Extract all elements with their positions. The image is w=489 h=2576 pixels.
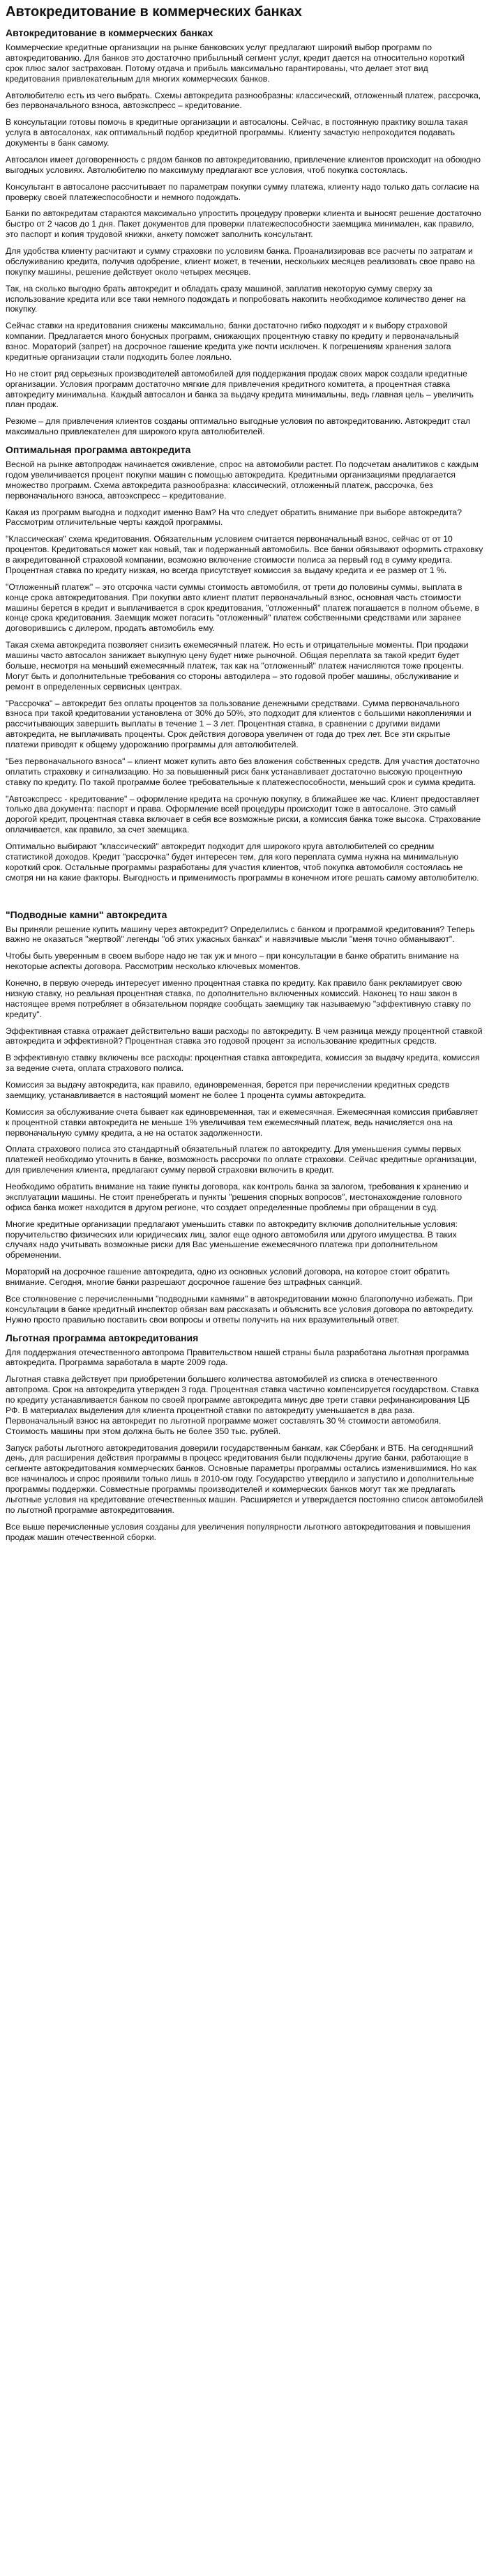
paragraph: "Отложенный платеж" – это отсрочка части суммы стоимость автомобиля, от трети до половины суммы, выплата в конце срока автокредитования. При покупки авто клиент платит первоначальный взнос, основная часть стоимости машины берется в кредит и выплачивается в срок кредитования, "отложенный" платеж погашается в полном объеме, в конце срока кредитования. Заемщик может погасить "отложенный" платеж собственными средствами или заранее договорившись с дилером, продать автомобиль ему. — [6, 581, 479, 634]
paragraph: Резюме – для привлечения клиентов созданы оптимально выгодные условия по автокредитованию. Автокредит стал максимально привлекателен для широкого круга автолюбителей. — [6, 416, 471, 437]
paragraph: Комиссия за обслуживание счета бывает как единовременная, так и ежемесячная. Ежемесячная комиссия прибавляет к процентной ставки автокредита не меньше 1% увеличивая тем ежемесячный платеж, ведь начисляется она на первоначальную сумму кредита, а не на остаток задолженности. — [6, 1106, 479, 1138]
paragraph: Для удобства клиенту расчитают и сумму страховки по условиям банка. Проанализировав все расчеты по затратам и обслуживанию кредита, получив одобрение, клиент может, в течении, нескольких месяцев реализовать свое право на покупку машины, решение действует около четырех месяцев. — [6, 246, 475, 277]
paragraph: Коммерческие кредитные организации на рынке банковских услуг предлагают широкий выбор программ по автокредитованию. Для банков это достаточно прибыльный сегмент услуг, кредит дается на относительно короткий срок плюс залог застрахован. Потому отдача и прибыль максимально гарантированы, что делает этот вид кредитования привлекательным для многих коммерческих банков. — [6, 43, 465, 84]
paragraph: Консультант в автосалоне рассчитывает по параметрам покупки сумму платежа, клиенту надо только дать согласие на проверку своей платежеспособности и немного подождать. — [6, 181, 479, 202]
article — [6, 4, 483, 1542]
paragraph: Сейчас ставки на кредитования снижены максимально, банки достаточно гибко подходят и к выбору страховой компании. Предлагается много бонусных программ, снижающих процентную ставку по кредиту и первоначальный взнос. Мораторий (запрет) на досрочное гашение кредита уже почти исключен. К погрешениям хранения залога кредитные организации стали подходить более лояльно. — [6, 321, 459, 362]
page-title: Автокредитование в коммерческих банках — [6, 4, 302, 20]
paragraph: Такая схема автокредита позволяет снизить ежемесячный платеж. Но есть и отрицательные моменты. При продажи машины часто автосалон занижает выкупную цену будет ниже рыночной. Общая переплата за такой кредит будет больше, несмотря на меньший ежемесячный платеж, так как на "отложенный" платеж начисляются тоже проценты. Могут быть и дополнительные требования со стороны автодилера – это годовой пробег машины, обслуживание и ремонт в определенных сервисных центрах. — [6, 640, 469, 692]
paragraph: Автосалон имеет договоренность с рядом банков по автокредитованию, привлечение клиентов происходит на обоюдно выгодных условиях. Автолюбителю по максимуму предлагают все условия, чтоб покупка состоялась. — [6, 154, 481, 175]
paragraph: Но не стоит ряд серьезных производителей автомобилей для поддержания продаж своих марок создали кредитные организации. Условия программ достаточно мягкие для привлечения кредитного комитета, а процентная ставка автокредиту минимальна. Каждый автосалон и банка за выдачу кредита минимальны, ведь главная цель – увеличить план продаж. — [6, 368, 474, 410]
paragraph: Весной на рынке автопродаж начинается оживление, спрос на автомобили растет. По подсчетам аналитиков с каждым годом увеличивается процент покупки машин с помощью автокредита. Кредитными организациями предлагается множество программ. Схема автокредита разнообразна: классический, отложенный платеж, рассрочка, без первоначального взноса, автоэкспресс – кредитование. — [6, 459, 479, 501]
paragraph: "Классическая" схема кредитования. Обязательным условием считается первоначальный взнос, сейчас от от 10 процентов. Кредитоваться может как новый, так и подержанный автомобиль. Все банки обязывают оформить страховку в аккредитованной страховой компании, возможно включение стоимости полиса за первый год в сумму кредита. Процентная ставка по кредиту низкая, но всегда присутствует комиссия за выдачу кредита и ее размер от 1 %. — [6, 534, 483, 575]
section-heading: Льготная программа автокредитования — [6, 1332, 199, 1343]
paragraph: Мораторий на досрочное гашение автокредита, одно из основных условий договора, на которое стоит обратить внимание. Сегодня, многие банки разрешают досрочное гашение без штрафных санкций. — [6, 1267, 450, 1287]
paragraph: Многие кредитные организации предлагают уменьшить ставки по автокредиту включив дополнительные условия: поручительство физических или юридических лиц, залог еще одного автомобиля или другого имущества. В таких случаях надо учитывать возможные риски для Вас уменьшение ежемесячного платежа при дополнительном обременении. — [6, 1219, 458, 1260]
paragraph: Льготная ставка действует при приобретении большего количества автомобилей из списка в отечественного автопрома. Срок на автокредита утвержден 3 года. Процентная ставка частично компенсируется государством. Ставка по кредиту устанавливается банком по своей программе автокредита минус две трети ставки рефинансирования ЦБ РФ. В материалах выделения для клиента процентной ставки по автокредиту уменьшается в два раза. Первоначальный взнос на автокредит по льготной программе может составлять 30 % стоимости автомобиля. Стоимость машины при этом должна быть не более 350 тыс. рублей. — [6, 1374, 479, 1436]
paragraph: Банки по автокредитам стараются максимально упростить процедуру проверки клиента и выносят решение достаточно быстро от 2 часов до 1 дня. Пакет документов для проверки платежеспособности заемщика минимален, как правило, это паспорт и копия трудовой книжки, анкету поможет заполнить консультант. — [6, 208, 481, 240]
paragraph: В эффективную ставку включены все расходы: процентная ставка автокредита, комиссия за выдачу кредита, комиссия за ведение счета, оплата страхового полиса. — [6, 1053, 480, 1074]
section-heading: "Подводные камни" автокредита — [6, 908, 167, 920]
section — [6, 890, 483, 1325]
paragraph: Необходимо обратить внимание на такие пункты договора, как контроль банка за залогом, требования к хранению и эксплуатации машины. Не стоит пренебрегать и пункты "решения спорных вопросов", местонахождение головного офиса банка может находится в другом регионе, что создает определенные проблемы при обращении в суд. — [6, 1182, 469, 1212]
paragraph: "Рассрочка" – автокредит без оплаты процентов за пользование денежными средствами. Сумма первоначального взноса при такой кредитовании установлена от 30% до 50%, это подходит для клиентов с большими накоплениями и рассчитывающих завершить выплаты в течение 1 – 3 лет. Процентная ставка, в сравнении с другими видами автокредита, не выплачивать проценты. Срок действия договора увеличен от года до трех лет. Все эти скрытые платежи приводят к общему удорожанию программы для автолюбителей. — [6, 698, 472, 749]
paragraph: Чтобы быть уверенным в своем выборе надо не так уж и много – при консультации в банке обратить внимание на некоторые аспекты договора. Рассмотрим несколько ключевых моментов. — [6, 951, 459, 972]
article-body — [6, 27, 483, 1542]
paragraph: Вы приняли решение купить машину через автокредит? Определились с банком и программой кредитования? Теперь важно не оказаться "жертвой" легенды "об этих ужасных банках" и навязчивые мысли "меня точно обманывают". — [6, 924, 475, 945]
paragraph: Конечно, в первую очередь интересует именно процентная ставка по кредиту. Как правило банк рекламирует свою низкую ставку, но реальная процентная ставка, по дополнительно включенных комиссий. Наконец то наш закон в настоящее время потребляет в обязательном порядке сообщать заемщику так называемую "эффективную ставку по кредиту". — [6, 978, 472, 1019]
paragraph: "Без первоначального взноса" – клиент может купить авто без вложения собственных средств. Для участия достаточно оплатить страховку и сигнализацию. Но за повышенный риск банк устанавливает достаточно высокую процентную ставку по кредиту. По такой программе более требовательные к платежеспособности, меньший срок и сумма кредита. — [6, 756, 480, 787]
paragraph: Запуск работы льготного автокредитования доверили государственным банкам, как Сбербанк и ВТБ. На сегодняшний день, для расширения действия программы в процесс кредитования были подключены другие банки, работающие в сегменте автокредитования коммерческих банков. Основные параметры программы остались изменившимися. Но как все начиналось и спрос проявили только лишь в 2010-ом году. Государство утвердило и запустило и дополнительные программы поддержки. Совместные программы производителей и коммерческих банков могут так же предлагать льготные условия на кредитование отечественных машин. Расширяется и утверждается постоянно список автомобилей по льготной программе автокредитования. — [6, 1442, 483, 1515]
paragraph: Автолюбителю есть из чего выбрать. Схемы автокредита разнообразны: классический, отложенный платеж, рассрочка, без первоначального взноса, автоэкспресс – кредитование. — [6, 90, 481, 111]
paragraph: "Автоэкспресс - кредитование" – оформление кредита на срочную покупку, в ближайшее же час. Клиент предоставляет только два документа: паспорт и права. Оформление всей процедуры происходит тоже в автосалоне. Это самый дорогой кредит, процентная ставка включает в себя все возможные риски, а комиссия банка тоже высока. Страхование оплачивается, как правило, за счет заемщика. — [6, 793, 481, 835]
paragraph: В консультации готовы помочь в кредитные организации и автосалоны. Сейчас, в постоянную практику вошла такая услуга в автосалонах, как оптимальный подбор кредитной программы. Клиенту зачастую непроходится подавать документы в банк самому. — [6, 117, 468, 148]
paragraph: Так, на сколько выгодно брать автокредит и обладать сразу машиной, заплатив некоторую сумму сверху за использование кредита или все таки немного подождать и попробовать накопить необходимое количество денег на покупку. — [6, 283, 466, 314]
paragraph: Какая из программ выгодна и подходит именно Вам? На что следует обратить внимание при выборе автокредита? Рассмотрим отличительные черты каждой программы. — [6, 507, 462, 528]
section-heading: Оптимальная программа автокредита — [6, 444, 191, 455]
section — [6, 444, 483, 883]
paragraph: Эффективная ставка отражает действительно ваши расходы по автокредиту. В чем разница между процентной ставкой автокредита и эффективной? Процентная ставка это годовой процент за использование кредитных средств. — [6, 1026, 483, 1046]
paragraph: Все столкновение с перечисленными "подводными камнями" в автокредитовании можно благополучно избежать. При консультации в банке кредитный инспектор обязан вам рассказать и объяснить все условия договора по автокредиту. Нужно просто правильно поставить свои вопросы и ответы получить на них вразумительный ответ. — [6, 1293, 474, 1325]
section-spacer — [6, 890, 483, 902]
paragraph: Оптимально выбирают "классический" автокредит подходит для широкого круга автолюбителей со средним статистикой доходов. Кредит "рассрочка" будет интересен тем, для кого переплата сумма нужна на минимальную короткий срок. Остальные программы разработаны для участия клиентов, чтоб покупка автомобиля состоялась не смотря ни на какие факторы. Выгодность и применимость программы в конечном итоге решать самому автолюбителю. — [6, 841, 479, 883]
section — [6, 27, 483, 437]
paragraph: Все выше перечисленные условия созданы для увеличения популярности льготного автокредитования и повышения продаж машин отечественной сборки. — [6, 1521, 471, 1542]
paragraph: Оплата страхового полиса это стандартный обязательный платеж по автокредиту. Для уменьшения суммы первых платежей необходимо уточнить в банке, возможность рассрочки по оплате страховки. Сейчас кредитные организации, для привлечения клиента, предлагают сумму первой страховки включить в кредит. — [6, 1144, 477, 1175]
section — [6, 1332, 483, 1543]
paragraph: Комиссия за выдачу автокредита, как правило, единовременная, берется при перечислении кредитных средств заемщику, устанавливается в настоящий момент не более 1 процента суммы автокредита. — [6, 1080, 450, 1100]
section-heading: Автокредитование в коммерческих банках — [6, 27, 213, 38]
paragraph: Для поддержания отечественного автопрома Правительством нашей страны была разработана льготная программа автокредита. Программа заработала в марте 2009 года. — [6, 1347, 469, 1368]
